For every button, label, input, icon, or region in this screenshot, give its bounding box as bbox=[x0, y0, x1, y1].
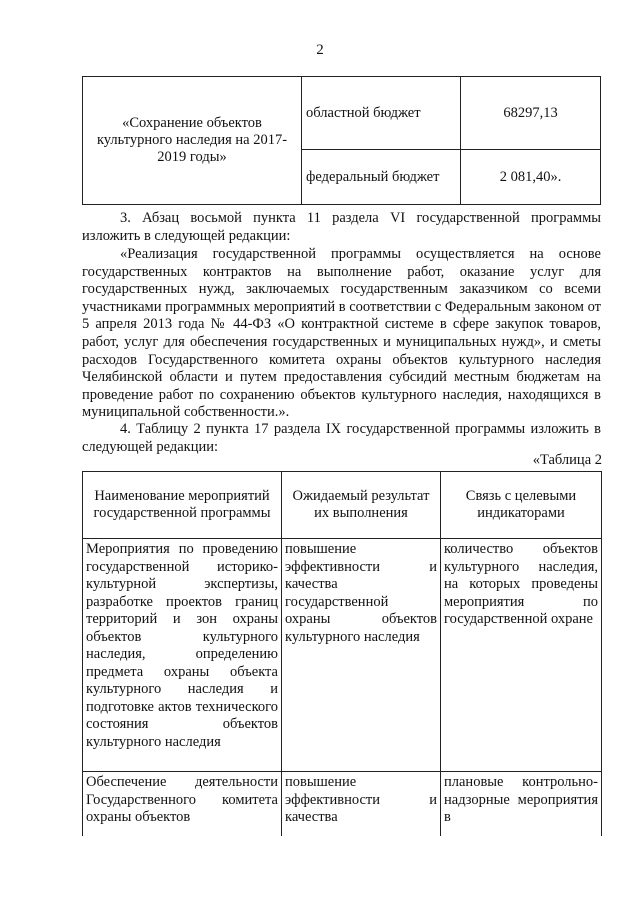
table-cell: Мероприятия по проведению государственной историко-культурной экспертизы, разработке проектов границ территорий и зон охраны объектов культурного наследия, определению предмета охраны объекта культурного наследия и подготовке актов технического состояния объектов культурного наследия bbox=[83, 539, 282, 772]
table-label: «Таблица 2 bbox=[532, 452, 602, 468]
column-header: Наименование мероприятий государственной программы bbox=[83, 472, 282, 539]
activities-table bbox=[82, 471, 602, 836]
funding-table bbox=[82, 76, 601, 205]
table-row bbox=[83, 772, 602, 837]
quoted-paragraph: «Реализация государственной программы осуществляется на основе государственных контрактов на выполнение работ, оказание услуг для государственных нужд, заключаемых государственным заказчиком со всеми участниками программных мероприятий в соответствии с Федеральным законом от 5 апреля 2013 года № 44-ФЗ «О контрактной системе в сфере закупок товаров, работ, услуг для обеспечения государственных и муниципальных нужд», и сметы расходов Государственного комитета охраны объектов культурного наследия Челябинской области и путем предоставления субсидий местным бюджетам на проведение работ по сохранению объектов культурного наследия, находящихся в муниципальной собственности.». bbox=[82, 246, 601, 421]
program-name-cell: «Сохранение объектов культурного наследия на 2017-2019 годы» bbox=[83, 77, 302, 205]
funding-source-cell: федеральный бюджет bbox=[302, 150, 461, 205]
table-row bbox=[83, 539, 602, 772]
page-number: 2 bbox=[316, 42, 324, 58]
table-cell: повышение эффективности и качества государственной охраны объектов культурного наследия bbox=[282, 539, 441, 772]
table-cell: Обеспечение деятельности Государственного комитета охраны объектов bbox=[83, 772, 282, 837]
paragraph-4: 4. Таблицу 2 пункта 17 раздела IX государственной программы изложить в следующей редакции: bbox=[82, 421, 601, 455]
paragraph-3: 3. Абзац восьмой пункта 11 раздела VI государственной программы изложить в следующей редакции: bbox=[82, 210, 601, 244]
funding-source-cell: областной бюджет bbox=[302, 77, 461, 150]
funding-amount-cell: 68297,13 bbox=[461, 77, 601, 150]
column-header: Связь с целевыми индикаторами bbox=[441, 472, 602, 539]
column-header: Ожидаемый результат их выполнения bbox=[282, 472, 441, 539]
table-cell: повышение эффективности и качества bbox=[282, 772, 441, 837]
table-cell: плановые контрольно-надзорные мероприятия в bbox=[441, 772, 602, 837]
funding-amount-cell: 2 081,40». bbox=[461, 150, 601, 205]
table-header-row bbox=[83, 472, 602, 539]
table-row bbox=[83, 77, 601, 150]
table-cell: количество объектов культурного наследия, на которых проведены мероприятия по государственной охране bbox=[441, 539, 602, 772]
